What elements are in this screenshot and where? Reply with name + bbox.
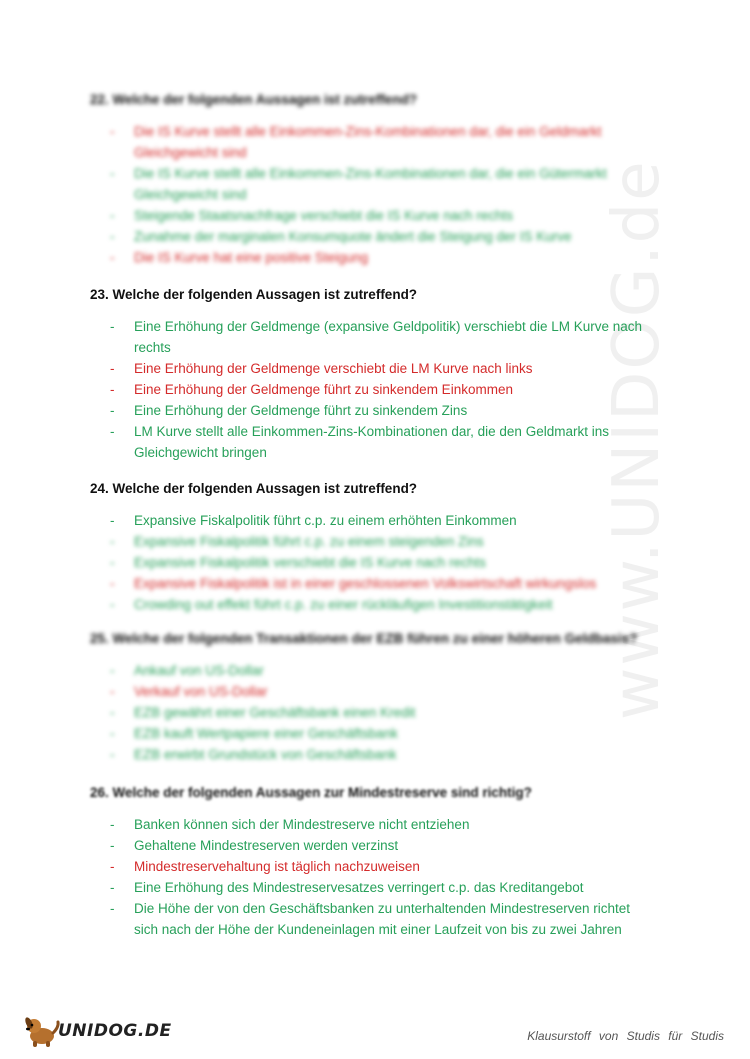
answer-item: - Steigende Staatsnachfrage verschiebt die IS Kurve nach rechts — [110, 208, 513, 223]
answer-item: - Gehaltene Mindestreserven werden verzinst — [110, 838, 399, 853]
question-25 — [90, 631, 670, 765]
footer-logo — [22, 1014, 172, 1048]
question-23 — [90, 287, 670, 463]
answer-item: - Eine Erhöhung der Geldmenge führt zu sinkendem Zins — [110, 403, 468, 418]
answer-item: - Eine Erhöhung der Geldmenge verschiebt die LM Kurve nach links — [110, 361, 533, 376]
answer-item: - Verkauf von US-Dollar — [110, 684, 268, 699]
question-24 — [90, 481, 670, 615]
answer-item: - Crowding out effekt führt c.p. zu einer rückläufigen Investitionstätigkeit — [110, 597, 553, 612]
answer-list — [90, 316, 670, 463]
question-title: 24. Welche der folgenden Aussagen ist zutreffend? — [90, 481, 418, 496]
answer-item: - Eine Erhöhung der Geldmenge (expansive Geldpolitik) verschiebt die LM Kurve nach rechts — [110, 319, 643, 355]
answer-item: - Expansive Fiskalpolitik ist in einer geschlossenen Volkswirtschaft wirkungslos — [110, 576, 597, 591]
answer-item: - Expansive Fiskalpolitik führt c.p. zu einem erhöhten Einkommen — [110, 513, 517, 528]
question-title: 23. Welche der folgenden Aussagen ist zutreffend? — [90, 287, 418, 302]
answer-list — [90, 121, 670, 268]
answer-item: - LM Kurve stellt alle Einkommen-Zins-Kombinationen dar, die den Geldmarkt ins Gleichgewicht bringen — [110, 424, 609, 460]
answer-list — [90, 660, 670, 765]
answer-item: - Expansive Fiskalpolitik verschiebt die IS Kurve nach rechts — [110, 555, 486, 570]
answer-item: - Eine Erhöhung des Mindestreservesatzes verringert c.p. das Kreditangebot — [110, 880, 584, 895]
answer-item: - Die Höhe der von den Geschäftsbanken zu unterhaltenden Mindestreserven richtet sich nach der Höhe der Kundeneinlagen mit einer Laufzeit von bis zu zwei Jahren — [110, 901, 631, 937]
answer-item: - EZB kauft Wertpapiere einer Geschäftsbank — [110, 726, 398, 741]
answer-item: - EZB gewährt einer Geschäftsbank einen Kredit — [110, 705, 416, 720]
answer-item: - EZB erwirbt Grundstück von Geschäftsbank — [110, 747, 397, 762]
question-title: 25. Welche der folgenden Transaktionen der EZB führen zu einer höheren Geldbasis? — [90, 631, 638, 646]
dog-icon — [22, 1014, 62, 1048]
watermark: www.UNIDOG.de — [600, 159, 674, 720]
answer-item: - Die IS Kurve stellt alle Einkommen-Zins-Kombinationen dar, die ein Gütermarkt Gleichgewicht sind — [110, 166, 607, 202]
answer-item: - Zunahme der marginalen Konsumquote ändert die Steigung der IS Kurve — [110, 229, 572, 244]
answer-list — [90, 814, 670, 940]
brand-name: UNIDOG.DE — [58, 1021, 172, 1041]
answer-list — [90, 510, 670, 615]
answer-item: - Eine Erhöhung der Geldmenge führt zu sinkendem Einkommen — [110, 382, 513, 397]
answer-item: - Die IS Kurve stellt alle Einkommen-Zins-Kombinationen dar, die ein Geldmarkt Gleichgewicht sind — [110, 124, 602, 160]
question-22 — [90, 92, 670, 268]
answer-item: - Banken können sich der Mindestreserve nicht entziehen — [110, 817, 470, 832]
answer-item: - Expansive Fiskalpolitik führt c.p. zu einem steigenden Zins — [110, 534, 484, 549]
answer-item: - Die IS Kurve hat eine positive Steigung — [110, 250, 369, 265]
question-title: 22. Welche der folgenden Aussagen ist zutreffend? — [90, 92, 418, 107]
answer-item: - Mindestreservehaltung ist täglich nachzuweisen — [110, 859, 420, 874]
answer-item: - Ankauf von US-Dollar — [110, 663, 264, 678]
footer-tagline: Klausurstoff von Studis für Studis — [527, 1029, 724, 1043]
question-26 — [90, 785, 670, 940]
question-title: 26. Welche der folgenden Aussagen zur Mindestreserve sind richtig? — [90, 785, 532, 800]
